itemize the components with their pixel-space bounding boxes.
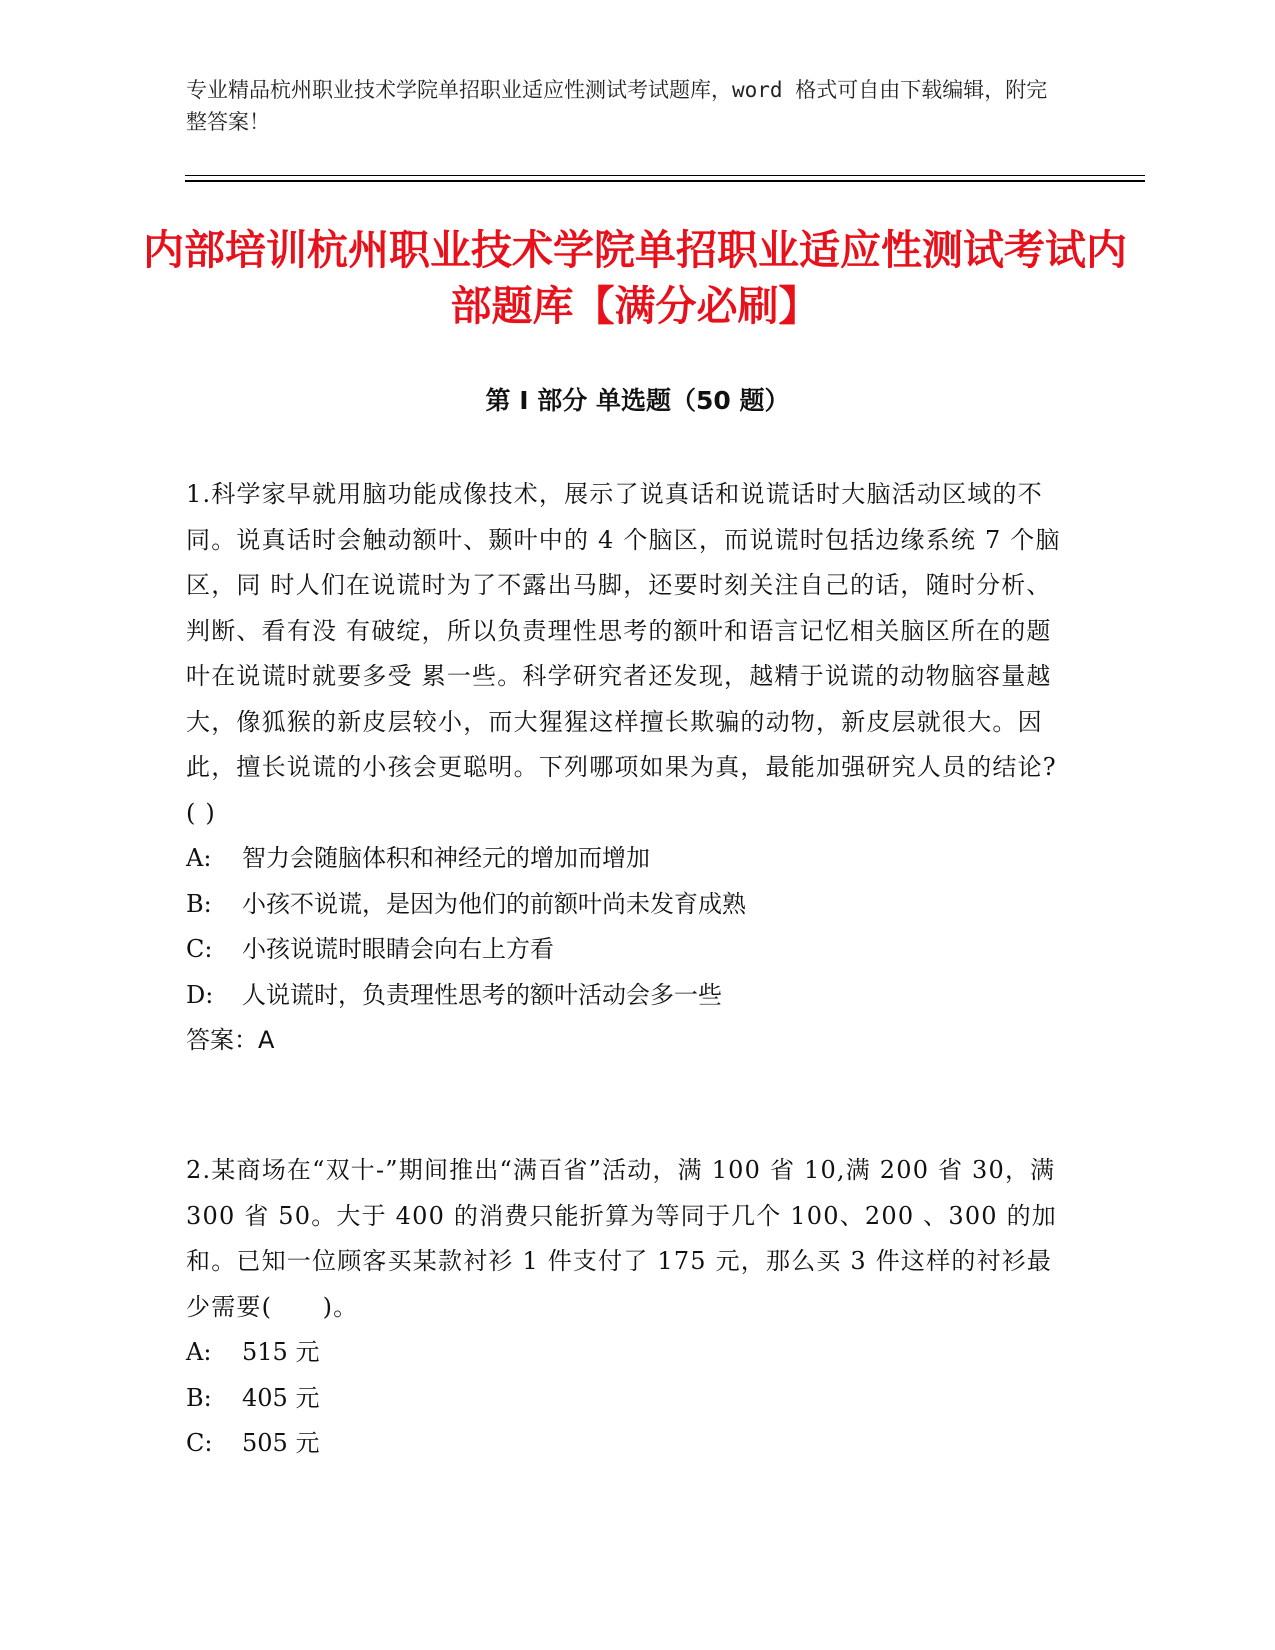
option-a [186,1330,1066,1376]
question-1 [186,472,1066,1064]
option-b [186,882,1066,928]
option-text: 小孩不说谎，是因为他们的前额叶尚未发育成熟 [242,889,746,918]
option-key: C: [186,935,213,963]
option-key: A: [186,844,212,872]
question-stem: 2.某商场在“双十-”期间推出“满百省”活动，满 100 省 10,满 200 省 30，满 300 省 50。大于 400 的消费只能折算为等同于几个 100、200 、300 的加和。已知一位顾客买某款衬衫 1 件支付了 175 元，那么买 3 件这样的衬衫最少需要( )。 [186,1156,1057,1321]
option-key: D: [186,980,214,1009]
option-c [186,927,1066,973]
option-key: B: [186,1383,212,1412]
option-key: C: [186,1429,213,1457]
option-d [186,973,1066,1019]
option-text: 505 元 [242,1429,320,1457]
section-title: 第 I 部分 单选题（50 题） [485,386,790,415]
option-a [186,836,1066,882]
document-title: 内部培训杭州职业技术学院单招职业适应性测试考试内部题库【满分必刷】 [143,226,1127,330]
option-key: A: [186,1338,212,1366]
option-key: B: [186,889,212,918]
option-text: 515 元 [242,1338,320,1366]
option-b [186,1376,1066,1422]
header-divider-thin [185,175,1145,176]
option-text: 智力会随脑体积和神经元的增加而增加 [242,844,650,872]
question-2 [186,1148,1066,1467]
option-text: 405 元 [242,1383,320,1412]
option-c [186,1421,1066,1467]
answer-label: 答案：A [186,1026,275,1054]
question-stem: 1.科学家早就用脑功能成像技术，展示了说真话和说谎话时大脑活动区域的不 同。说真话时会触动额叶、颞叶中的 4 个脑区，而说谎时包括边缘系统 7 个脑区，同 时人们在说谎时为了不露出马脚，还要时刻关注自己的话，随时分析、判断、看有没 有破绽，所以负责理性思考的额叶和语言记忆相关脑区所在的题叶在说谎时就要多受 累一些。科学研究者还发现，越精于说谎的动物脑容量越大，像狐猴的新皮层较小，而大猩猩这样擅长欺骗的动物，新皮层就很大。因此，擅长说谎的小孩会更聪明。下列哪项如果为真，最能加强研究人员的结论?( ) [186,480,1061,827]
header-divider-thick [185,180,1145,182]
option-text: 人说谎时，负责理性思考的额叶活动会多一些 [242,980,722,1009]
header-note: 专业精品杭州职业技术学院单招职业适应性测试考试题库，word 格式可自由下载编辑，附完整答案！ [186,78,1048,134]
option-text: 小孩说谎时眼睛会向右上方看 [242,935,554,963]
